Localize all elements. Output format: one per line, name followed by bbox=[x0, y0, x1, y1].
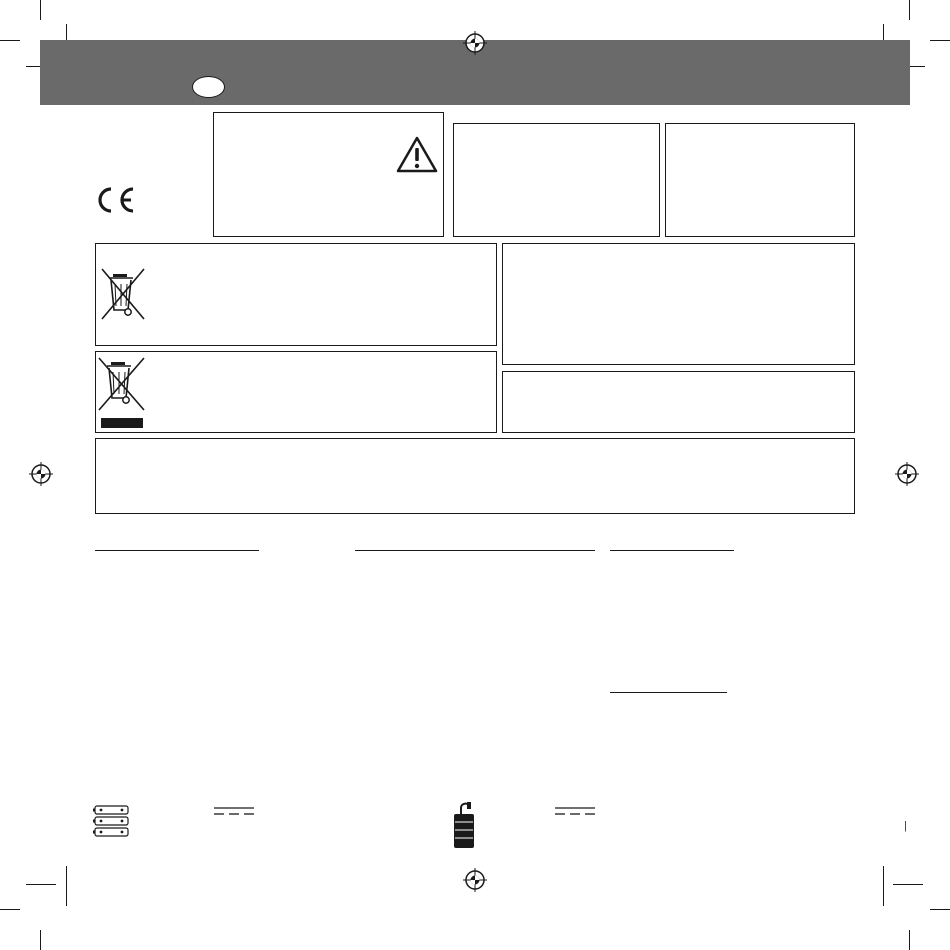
info-box-right-short bbox=[502, 371, 855, 433]
info-box-right bbox=[665, 123, 855, 237]
info-box-middle bbox=[453, 123, 660, 237]
battery-pack-icon bbox=[449, 800, 479, 852]
crop-mark-top-right-h2 bbox=[930, 40, 950, 41]
page-marker: | bbox=[904, 820, 907, 832]
crop-mark-bottom-right-v bbox=[883, 866, 884, 906]
ce-mark-icon bbox=[94, 186, 138, 214]
disposal-box-batteries bbox=[95, 351, 497, 433]
section-heading-rule-4 bbox=[610, 692, 727, 693]
crossed-out-bin-battery-icon bbox=[96, 356, 148, 430]
section-heading-rule-3 bbox=[610, 550, 734, 551]
warning-box bbox=[213, 112, 444, 237]
registration-mark-icon bbox=[463, 868, 487, 892]
crossed-out-bin-icon bbox=[100, 266, 148, 322]
disposal-box-electrical bbox=[95, 243, 497, 346]
crop-mark-bottom-right-h2 bbox=[930, 909, 950, 910]
section-heading-rule-1 bbox=[95, 550, 259, 551]
crop-mark-bottom-left-v2 bbox=[40, 930, 41, 950]
direct-current-icon bbox=[555, 806, 595, 816]
crop-mark-bottom-right-h bbox=[893, 884, 923, 885]
notice-box-wide bbox=[95, 438, 855, 514]
crop-mark-top-left-v2 bbox=[40, 0, 41, 20]
warning-triangle-icon bbox=[396, 136, 438, 174]
direct-current-icon bbox=[214, 806, 254, 816]
registration-mark-icon bbox=[463, 31, 487, 55]
crop-mark-top-right-v2 bbox=[909, 0, 910, 20]
info-box-right-tall bbox=[502, 243, 855, 365]
batteries-icon bbox=[92, 804, 132, 840]
registration-mark-icon bbox=[895, 462, 919, 486]
crop-mark-bottom-left-v bbox=[66, 866, 67, 906]
registration-mark-icon bbox=[29, 462, 53, 486]
crop-mark-bottom-left-h2 bbox=[0, 909, 20, 910]
crop-mark-bottom-left-h bbox=[26, 884, 56, 885]
crop-mark-bottom-right-v2 bbox=[909, 930, 910, 950]
crop-mark-top-left-h2 bbox=[0, 40, 20, 41]
section-heading-rule-2 bbox=[355, 550, 595, 551]
language-badge bbox=[192, 76, 225, 98]
